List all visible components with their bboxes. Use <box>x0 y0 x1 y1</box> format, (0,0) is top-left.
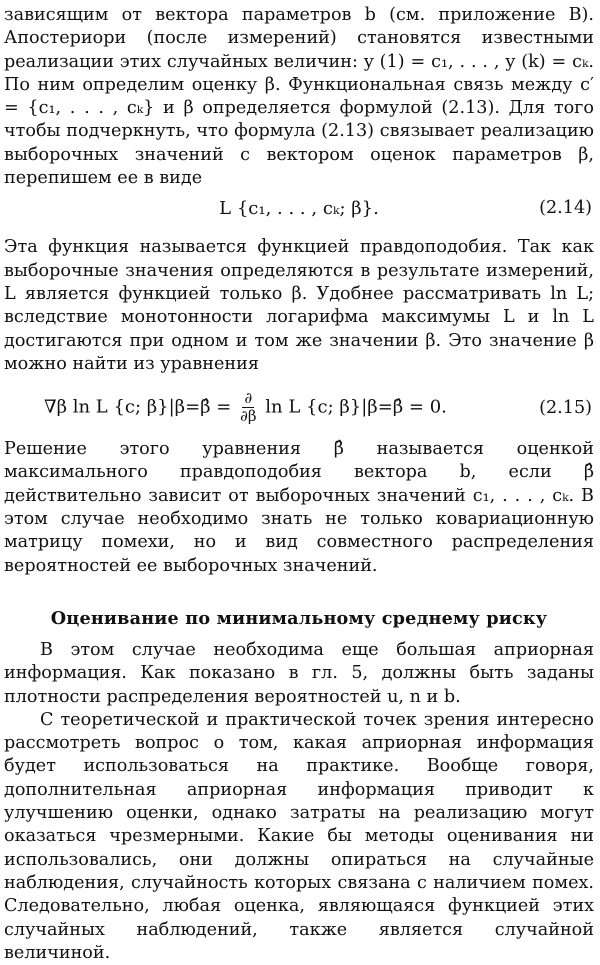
section-heading: Оценивание по минимальному среднему риску <box>50 607 548 629</box>
equation-2-14-number: (2.14) <box>539 198 592 219</box>
equation-2-15-number: (2.15) <box>539 398 592 419</box>
page <box>4 4 594 965</box>
equation-2-14-body: L {c₁, . . . , cₖ; β}. <box>219 198 379 220</box>
equation-2-15-body <box>44 390 594 425</box>
equation-2-15 <box>4 376 594 438</box>
paragraph-4: В этом случае необходима еще большая априорная информация. Как показано в гл. 5, должны быть заданы плотности распределения вероятностей u, n и b. <box>4 639 594 707</box>
paragraph-1: зависящим от вектора параметров b (см. приложение В). Апостериори (после измерений) становятся известными реализации этих случайных величин: y (1) = c₁, . . . , y (k) = cₖ. По ним определим оценку β. Функциональная связь между c′ = {c₁, . . . , cₖ} и β определяется формулой (2.13). Для того чтобы подчеркнуть, что формула (2.13) связывает реализацию выборочных значений с вектором оценок параметров β, перепишем ее в виде <box>4 5 594 189</box>
equation-2-15-right: ln L {c; β}|β=β̂ = 0. <box>265 396 447 418</box>
equation-2-14 <box>4 190 594 236</box>
partial-derivative-fraction <box>240 390 256 425</box>
paragraph-5: С теоретической и практической точек зрения интересно рассмотреть вопрос о том, какая априорная информация будет использоваться на практике. Вообще говоря, дополнительная априорная информация приводит к улучшению оценки, однако затраты на реализацию могут оказаться чрезмерными. Какие бы методы оценивания ни использовались, они должны опираться на случайные наблюдения, случайность которых связана с наличием помех. Следовательно, любая оценка, являющаяся функцией этих случайных наблюдений, также является случайной величиной. <box>4 709 594 963</box>
paragraph-3: Решение этого уравнения β̂ называется оценкой максимального правдоподобия вектора b, если β̂ действительно зависит от выборочных значений c₁, . . . , cₖ. В этом случае необходимо знать не только ковариационную матрицу помехи, но и вид совместного распределения вероятностей ее выборочных значений. <box>4 439 594 576</box>
fraction-numerator: ∂ <box>244 389 253 408</box>
fraction-denominator: ∂β <box>240 407 257 426</box>
equation-2-15-left: ∇β ln L {c; β}|β=β̂ = <box>44 396 232 418</box>
paragraph-2: Эта функция называется функцией правдоподобия. Так как выборочные значения определяются в результате измерений, L является функцией только β. Удобнее рассматривать ln L; вследствие монотонности логарифма максимумы L и ln L достигаются при одном и том же значении β. Это значение β можно найти из уравнения <box>4 237 594 374</box>
